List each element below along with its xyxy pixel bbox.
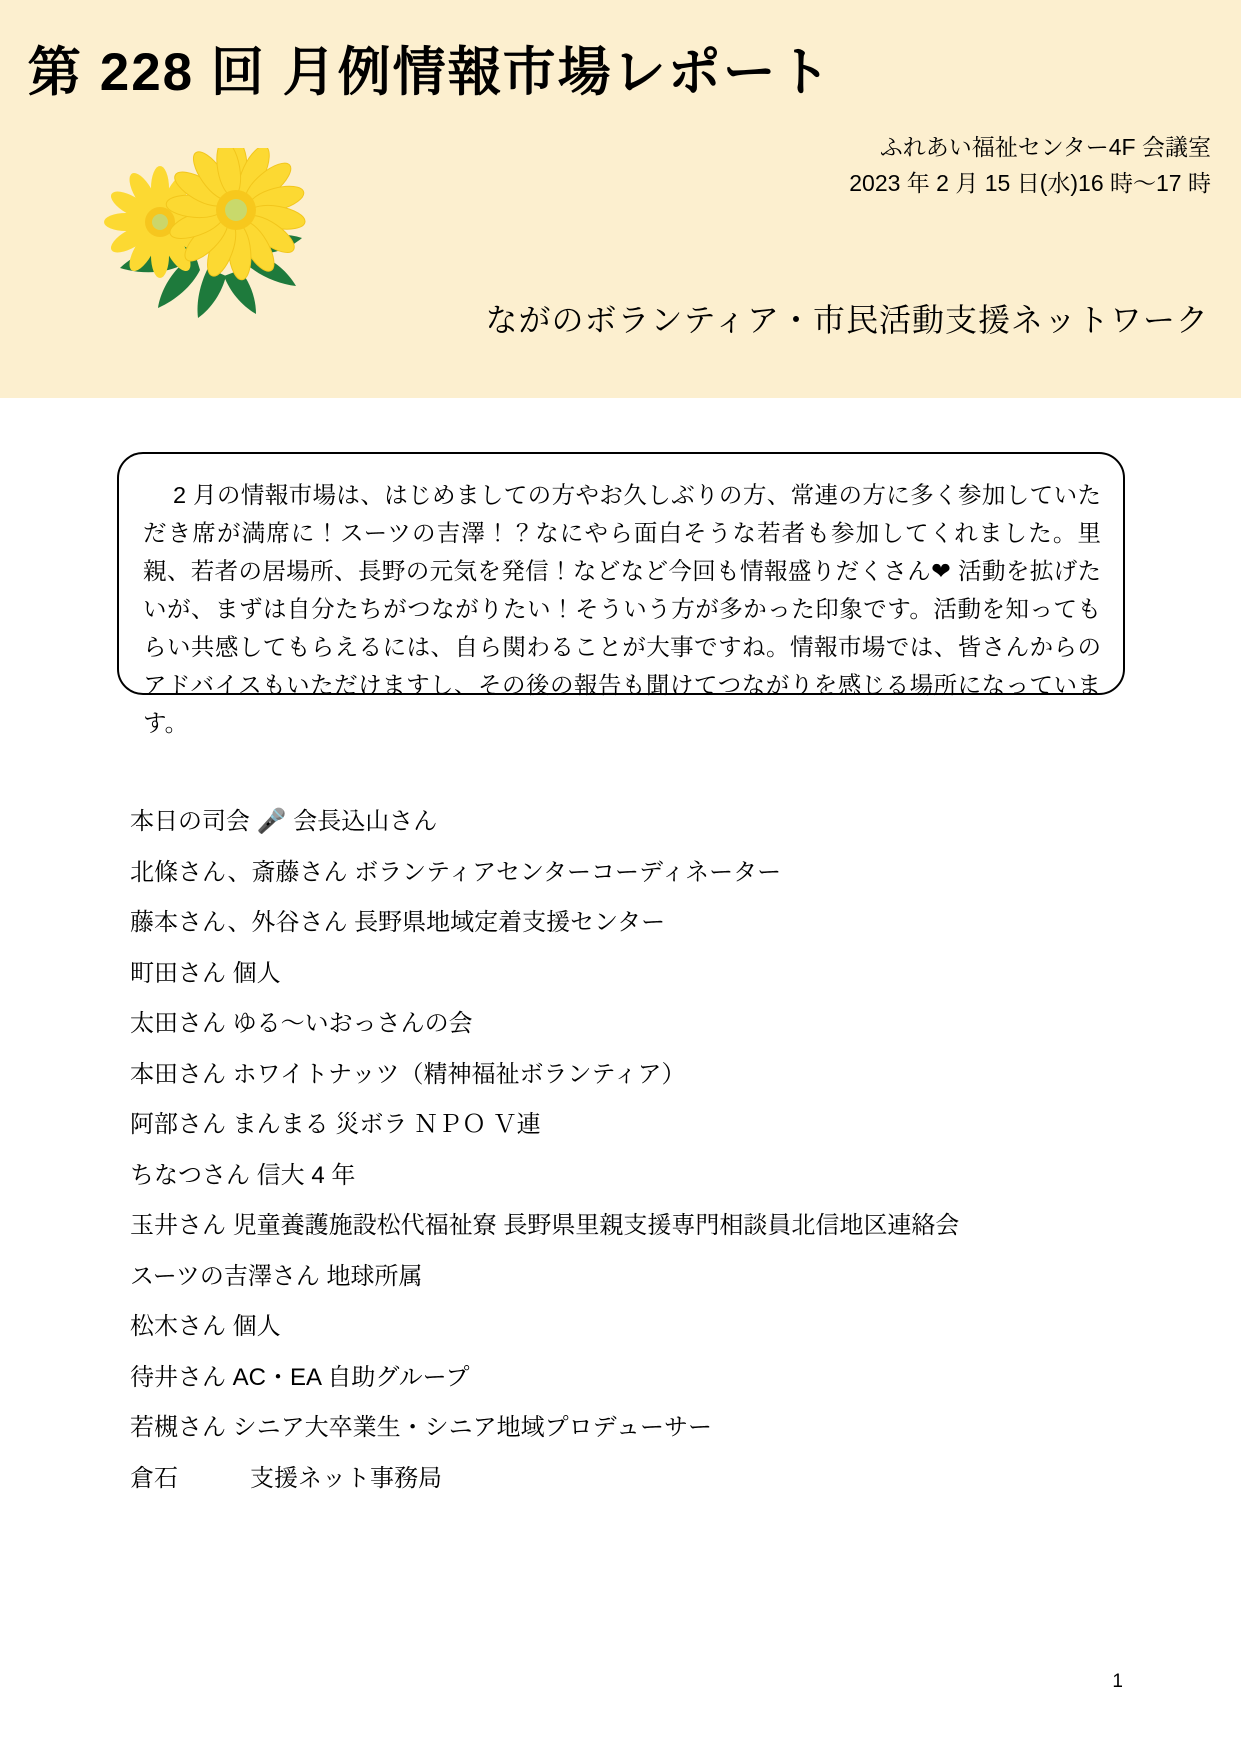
event-datetime: 2023 年 2 月 15 日(水)16 時〜17 時: [849, 169, 1211, 196]
list-item: 阿部さん まんまる 災ボラ ＮＰＯ Ｖ連: [130, 1111, 541, 1138]
list-item: 待井さん AC・EA 自助グループ: [130, 1363, 470, 1391]
page-number: 1: [1112, 1671, 1123, 1692]
event-meta: [849, 130, 1211, 201]
participants-list: [130, 810, 1130, 1517]
summary-box: [117, 452, 1125, 737]
list-item: 松木さん 個人: [130, 1313, 281, 1340]
event-venue: ふれあい福祉センター4F 会議室: [879, 134, 1211, 160]
header-banner: [0, 0, 1241, 398]
page-title: 第 228 回 月例情報市場レポート: [28, 43, 833, 102]
list-item: スーツの吉澤さん 地球所属: [130, 1262, 423, 1290]
list-item: 倉石 支援ネット事務局: [130, 1464, 442, 1492]
summary-body: 2 月の情報市場は、はじめましての方やお久しぶりの方、常連の方に多く参加していただき席が満席に！スーツの吉澤！？なにやら面白そうな若者も参加してくれました。里親、若者の居場所、長野の元気を発信！などなど今回も情報盛りだくさん❤ 活動を拡げたいが、まずは自分たちがつながりたい！そういう方が多かった印象です。活動を知ってもらい共感してもらえるには、自ら関わることが大事ですね。情報市場では、皆さんからのアドバイスもいただけますし、その後の報告も聞けてつながりを感じる場所になっています。: [143, 482, 1101, 737]
list-item: 本日の司会 🎤 会長込山さん: [130, 808, 438, 835]
yellow-flower-illustration: [96, 148, 326, 323]
summary-text: [143, 476, 1101, 742]
list-item: 玉井さん 児童養護施設松代福祉寮 長野県里親支援専門相談員北信地区連絡会: [130, 1212, 960, 1239]
list-item: 若槻さん シニア大卒業生・シニア地域プロデューサー: [130, 1414, 712, 1441]
list-item: ちなつさん 信大 4 年: [130, 1161, 356, 1189]
organization-name: ながのボランティア・市民活動支援ネットワーク: [485, 302, 1209, 338]
list-item: 藤本さん、外谷さん 長野県地域定着支援センター: [130, 909, 666, 936]
list-item: 北條さん、斎藤さん ボランティアセンターコーディネーター: [130, 858, 782, 886]
list-item: 太田さん ゆる〜いおっさんの会: [130, 1010, 473, 1037]
list-item: 本田さん ホワイトナッツ（精神福祉ボランティア）: [130, 1060, 686, 1088]
list-item: 町田さん 個人: [130, 959, 281, 987]
